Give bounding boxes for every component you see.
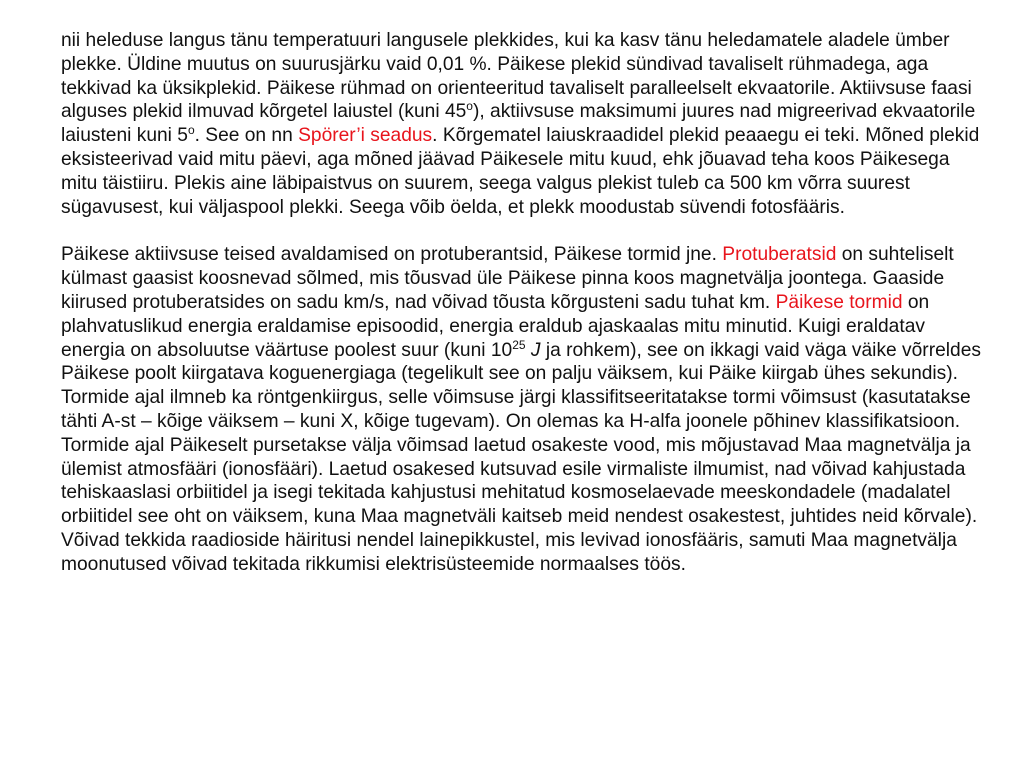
slide-content [61,29,991,577]
degree-superscript: o [187,123,195,138]
paragraph-solar-activity [61,243,991,576]
text-segment: . See on nn [194,125,299,147]
text-segment: on plahvatuslikud energia eraldamise episoodid, energia eraldub ajaskaalas mitu minutid. Kuigi eraldatav energia on absoluutse väärtuse poolest suur (kuni 10 [61,291,930,361]
text-segment: on suhteliselt külmast gaasist koosnevad sõlmed, mis tõusvad üle Päikese pinna koos magnetvälja joontega. Gaaside kiirused protuberatsides on sadu km/s, nad võivad tõusta kõrgusteni sadu tuhat km. [61,244,954,313]
degree-superscript: o [466,99,473,114]
paragraph-sunspots [61,29,991,219]
sporer-law-link[interactable]: Spörer’i seadus [298,125,433,147]
text-segment: nii heleduse langus tänu temperatuuri langusele plekkides, kui ka kasv tänu heledamatele aladele ümber plekke. Üldine muutus on suurusjärku vaid 0,01 %. Päikese plekid sündivad tavaliselt rühmadega, aga tekkivad ka üksikplekid. Päikese rühmad on orienteeritud tavaliselt paralleelselt ekvaatorile. Aktiivsuse faasi alguses plekid ilmuvad kõrgetel laiustel (kuni 45 [61,30,972,123]
exponent-superscript: 25 [512,337,526,352]
protuberances-term[interactable]: Protuberatsid [722,244,837,266]
solar-storms-term[interactable]: Päikese tormid [775,291,903,313]
text-segment: Päikese aktiivsuse teised avaldamised on protuberantsid, Päikese tormid jne. [61,244,723,266]
text-segment: ), aktiivsuse maksimumi juures nad migreerivad ekvaatorile laiusteni kuni 5 [61,101,976,147]
text-segment: ja rohkem), see on ikkagi vaid väga väike võrreldes Päikese poolt kiirgatava koguenergiaga (tegelikult see on palju väiksem, kui Päike kiirgab ühes sekundis). Tormide ajal ilmneb ka röntgenkiirgus, selle võimsuse järgi klassifitseeritatakse tormi võimsust (kasutatakse tähti A-st – kõige väiksem – kuni X, kõige tugevam). On olemas ka H-alfa joonele põhinev klassifikatsioon. Tormide ajal Päikeselt pursetakse välja võimsad laetud osakeste vood, mis mõjustavad Maa magnetvälja ja ülemist atmosfääri (ionosfääri). Laetud osakesed kutsuvad esile virmaliste ilmumist, nad võivad kahjustada tehiskaaslasi orbiitidel ja isegi tekitada kahjustusi mehitatud kosmoselaevade meeskondadele (madalatel orbiitidel see oht on väiksem, kuna Maa magnetväli kaitseb meid nendest osakestest, juhtides neid kõrvale). Võivad tekkida raadioside häiritusi nendel lainepikkustel, mis levivad ionosfääris, samuti Maa magnetvälja moonutused võivad tekitada rikkumisi elektrisüsteemide normaalses töös. [61,339,981,575]
joule-unit: J [530,339,541,361]
text-segment: . Kõrgematel laiuskraadidel plekid peaaegu ei teki. Mõned plekid eksisteerivad vaid mitu päevi, aga mõned jäävad Päikesele mitu kuud, ehk jõuavad teha koos Päikesega mitu täistiiru. Plekis aine läbipaistvus on suurem, seega valgus plekist tuleb ca 500 km võrra suurest sügavusest, kui väljaspool plekki. Seega võib öelda, et plekk moodustab süvendi fotosfääris. [61,125,980,218]
